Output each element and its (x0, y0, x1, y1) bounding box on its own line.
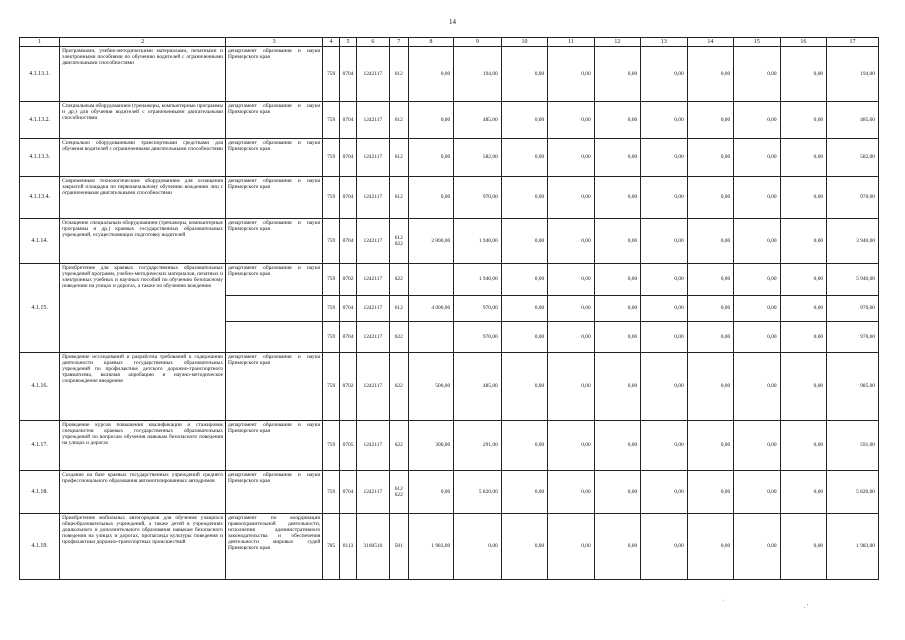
table-cell: 0,00 (687, 421, 733, 471)
table-cell: 0,00 (780, 47, 826, 102)
row-description: Специально оборудованными транспортными средствами для обучения водителей с ограниченными двигательными способностями (60, 139, 226, 177)
table-cell: 0705 (340, 421, 357, 471)
table-cell: 622 (389, 264, 408, 296)
table-cell: 0704 (340, 471, 357, 514)
table-cell: 759 (323, 471, 340, 514)
page-number: 14 (449, 18, 456, 26)
table-cell: 1 940,00 (454, 219, 502, 264)
table-cell: 0,00 (408, 47, 453, 102)
table-row (20, 421, 879, 471)
row-description: Приобретение для краевых государственных образовательных учреждений программ, учебно-методических материалов, печатных и электронных учебных и научных пособий по обучению безопасному поведению на улицах и дорогах, а также по обучению вождению (60, 264, 226, 353)
table-cell: 759 (323, 264, 340, 296)
table-cell: 0,00 (687, 471, 733, 514)
row-organization: департамент образования и науки Приморского края (226, 139, 323, 177)
row-code: 4.1.13.3. (20, 139, 60, 177)
table-cell: 612 (389, 47, 408, 102)
scan-mark: . ′ (804, 604, 809, 610)
table-cell: 970,00 (827, 296, 879, 322)
table-cell: 0,00 (641, 264, 687, 296)
table-cell: 501 (389, 514, 408, 580)
table-cell: 0,00 (641, 353, 687, 421)
empty-cell (226, 322, 323, 353)
table-cell: 0,00 (734, 47, 780, 102)
table-cell: 1242117 (357, 296, 390, 322)
table-cell: 0,00 (687, 47, 733, 102)
row-description: Создание на базе краевых государственных учреждений среднего профессионального образования автомотизированных автодромов (60, 471, 226, 514)
table-cell: 759 (323, 219, 340, 264)
table-cell: 1242117 (357, 264, 390, 296)
table-cell: 291,00 (454, 421, 502, 471)
table-cell: 0,00 (548, 322, 594, 353)
table-cell: 0,00 (780, 322, 826, 353)
table-cell: 0,00 (780, 264, 826, 296)
table-cell: 300,00 (408, 421, 453, 471)
table-cell: 0704 (340, 322, 357, 353)
table-cell: 0,00 (594, 296, 640, 322)
table-cell: 0,00 (780, 102, 826, 139)
table-cell: 0,00 (408, 139, 453, 177)
table-cell: 1242117 (357, 177, 390, 219)
table-cell: 0,00 (780, 471, 826, 514)
table-cell: 0,00 (594, 514, 640, 580)
header-row (20, 38, 879, 47)
table-cell: 612 622 (389, 219, 408, 264)
header-cell: 8 (408, 38, 453, 47)
table-cell: 0,00 (780, 514, 826, 580)
table-cell: 0,00 (408, 177, 453, 219)
row-code: 4.1.17. (20, 421, 60, 471)
header-cell: 1 (20, 38, 60, 47)
table-cell: 0,00 (641, 177, 687, 219)
table-cell (408, 322, 453, 353)
row-organization: департамент образования и науки Приморского края (226, 102, 323, 139)
table-cell: 0,00 (780, 177, 826, 219)
table-cell: 1 940,00 (454, 264, 502, 296)
table-cell (408, 264, 453, 296)
table-cell: 1242117 (357, 139, 390, 177)
table-cell: 0,00 (594, 471, 640, 514)
table-cell: 0,00 (734, 353, 780, 421)
table-cell: 582,00 (454, 139, 502, 177)
table-cell: 0,00 (594, 102, 640, 139)
table-row (20, 139, 879, 177)
table-cell: 759 (323, 139, 340, 177)
row-organization: департамент образования и науки Приморского края (226, 177, 323, 219)
budget-table (19, 37, 879, 580)
table-cell: 0704 (340, 296, 357, 322)
row-description: Современным технологическим оборудованием для оснащения закрытой площадки по первоначальному обучению вождению лиц с ограниченными двигательными способностями (60, 177, 226, 219)
table-row (20, 219, 879, 264)
table-cell: 0,00 (594, 353, 640, 421)
row-description: Оснащение специальным оборудованием (тренажеры, компьютерные программы и др.) краевых государственных образовательных учреждений, осуществляющих подготовку водителей (60, 219, 226, 264)
table-cell: 582,00 (827, 139, 879, 177)
table-cell: 0,00 (687, 139, 733, 177)
table-cell: 0,00 (594, 177, 640, 219)
row-code: 4.1.13.1. (20, 47, 60, 102)
table-cell: 0113 (340, 514, 357, 580)
table-cell: 485,00 (827, 102, 879, 139)
table-cell: 612 (389, 102, 408, 139)
row-code: 4.1.16. (20, 353, 60, 421)
table-cell: 0,00 (594, 264, 640, 296)
table-cell: 759 (323, 322, 340, 353)
table-cell: 0,00 (734, 514, 780, 580)
table-cell: 0,00 (734, 296, 780, 322)
table-cell: 0,00 (594, 139, 640, 177)
table-cell: 759 (323, 47, 340, 102)
header-cell: 10 (501, 38, 547, 47)
table-cell: 0,00 (687, 353, 733, 421)
table-cell: 622 (389, 322, 408, 353)
table-cell: 612 (389, 177, 408, 219)
table-row (20, 102, 879, 139)
table-cell: 1242117 (357, 471, 390, 514)
table-cell: 0,00 (501, 322, 547, 353)
row-organization: департамент образования и науки Приморского края (226, 353, 323, 421)
table-cell: 1 983,00 (408, 514, 453, 580)
table-cell: 612 (389, 296, 408, 322)
table-cell: 0704 (340, 219, 357, 264)
table-cell: 0,00 (501, 177, 547, 219)
table-cell: 0,00 (548, 514, 594, 580)
header-cell: 5 (340, 38, 357, 47)
table-cell: 0,00 (501, 139, 547, 177)
table-row (20, 353, 879, 421)
table-cell: 0,00 (641, 219, 687, 264)
table-cell: 0,00 (687, 264, 733, 296)
table-cell: 0,00 (501, 296, 547, 322)
table-cell: 0,00 (687, 177, 733, 219)
table-cell: 0,00 (780, 421, 826, 471)
table-cell: 0,00 (548, 47, 594, 102)
table-cell: 0,00 (734, 471, 780, 514)
table-cell: 0,00 (734, 139, 780, 177)
table-cell: 0,00 (501, 47, 547, 102)
table-cell: 0,00 (548, 102, 594, 139)
table-cell: 0,00 (501, 421, 547, 471)
row-code: 4.1.19. (20, 514, 60, 580)
table-cell: 0,00 (734, 322, 780, 353)
table-cell: 759 (323, 353, 340, 421)
header-cell: 12 (594, 38, 640, 47)
table-cell: 194,00 (454, 47, 502, 102)
table-cell: 0,00 (548, 296, 594, 322)
table-cell: 1242117 (357, 47, 390, 102)
table-cell: 0,00 (548, 353, 594, 421)
table-cell: 0,00 (408, 102, 453, 139)
table-cell: 4 000,00 (408, 296, 453, 322)
row-organization: департамент образования и науки Приморского края (226, 471, 323, 514)
header-cell: 11 (548, 38, 594, 47)
table-cell: 5 820,00 (827, 471, 879, 514)
row-code: 4.1.13.2. (20, 102, 60, 139)
table-cell: 0,00 (780, 296, 826, 322)
table-cell: 0,00 (641, 139, 687, 177)
table-cell: 985,00 (827, 353, 879, 421)
header-cell: 17 (827, 38, 879, 47)
row-code: 4.1.15. (20, 264, 60, 353)
table-cell: 759 (323, 177, 340, 219)
table-cell: 970,00 (454, 177, 502, 219)
table-cell: 3160510 (357, 514, 390, 580)
row-code: 4.1.13.4. (20, 177, 60, 219)
table-cell: 0,00 (641, 421, 687, 471)
row-organization: департамент образования и науки Приморского края (226, 264, 323, 296)
table-cell: 194,00 (827, 47, 879, 102)
row-organization: департамент образования и науки Приморского края (226, 47, 323, 102)
table-cell: 0,00 (501, 264, 547, 296)
row-organization: департамент образования и науки Приморского края (226, 219, 323, 264)
table-cell: 1242117 (357, 353, 390, 421)
table-cell: 612 622 (389, 471, 408, 514)
table-cell: 1242117 (357, 219, 390, 264)
table-cell: 1242117 (357, 102, 390, 139)
table-cell: 0,00 (641, 471, 687, 514)
row-description: Проведение исследований и разработка требований к содержанию деятельности краевых государственных образовательных учреждений по профилактике детского дорожно-транспортного травматизма, включая апробацию и научно-методическое сопровождение внедрения (60, 353, 226, 421)
scan-mark: · (722, 598, 724, 604)
table-row (20, 471, 879, 514)
table-row (20, 47, 879, 102)
table-cell: 0704 (340, 139, 357, 177)
table-cell: 5 940,00 (827, 264, 879, 296)
table-cell: 0,00 (548, 219, 594, 264)
table-cell: 0,00 (641, 322, 687, 353)
table-cell: 1242117 (357, 322, 390, 353)
table-cell: 0702 (340, 353, 357, 421)
table-cell: 0,00 (687, 219, 733, 264)
table-cell: 785 (323, 514, 340, 580)
table-row (20, 177, 879, 219)
row-description: Проведение курсов повышения квалификации и стажировок специалистов краевых государственных образовательных учреждений по вопросам обучения навыкам безопасного поведения на улицах и дорогах (60, 421, 226, 471)
header-cell: 7 (389, 38, 408, 47)
table-cell: 0704 (340, 102, 357, 139)
table-cell: 1 983,00 (827, 514, 879, 580)
table-cell: 0,00 (501, 471, 547, 514)
table-cell: 970,00 (454, 322, 502, 353)
table-cell: 622 (389, 353, 408, 421)
header-cell: 15 (734, 38, 780, 47)
table-cell: 622 (389, 421, 408, 471)
table-cell: 0,00 (501, 514, 547, 580)
table-cell: 0702 (340, 264, 357, 296)
table-cell: 0,00 (501, 219, 547, 264)
table-cell: 0,00 (548, 264, 594, 296)
table-cell: 0,00 (687, 296, 733, 322)
table-cell: 0,00 (734, 264, 780, 296)
table-cell: 0,00 (548, 471, 594, 514)
table-cell: 0,00 (641, 102, 687, 139)
header-cell: 9 (454, 38, 502, 47)
table-cell: 0,00 (641, 296, 687, 322)
table-cell: 0704 (340, 47, 357, 102)
header-cell: 6 (357, 38, 390, 47)
table-cell: 970,00 (827, 177, 879, 219)
table-cell: 0,00 (594, 47, 640, 102)
row-organization: департамент образования и науки Приморского края (226, 421, 323, 471)
table-cell: 759 (323, 421, 340, 471)
table-cell: 1242117 (357, 421, 390, 471)
table-cell: 485,00 (454, 102, 502, 139)
table-cell: 0,00 (641, 47, 687, 102)
table-cell: 3 940,00 (827, 219, 879, 264)
row-code: 4.1.14. (20, 219, 60, 264)
table-cell: 0,00 (780, 139, 826, 177)
row-organization: департамент по координации правоохранительной деятельности, исполнения административного законодательства и обеспечения деятельности мировых судей Приморского края (226, 514, 323, 580)
empty-cell (226, 296, 323, 322)
table-cell: 612 (389, 139, 408, 177)
table-cell: 485,00 (454, 353, 502, 421)
table-cell: 0,00 (408, 471, 453, 514)
table-cell: 0,00 (780, 353, 826, 421)
row-description: Специальным оборудованием (тренажеры, компьютерные программы и др.) для обучения водителей с ограниченными двигательными способностями (60, 102, 226, 139)
table-cell: 0,00 (454, 514, 502, 580)
row-description: Программами, учебно-методическими материалами, печатными и электронными пособиями по обучению водителей с ограниченными двигательными способностями (60, 47, 226, 102)
header-cell: 14 (687, 38, 733, 47)
table-cell: 2 000,00 (408, 219, 453, 264)
table-cell: 0,00 (687, 102, 733, 139)
table-cell: 0,00 (641, 514, 687, 580)
header-cell: 3 (226, 38, 323, 47)
header-cell: 4 (323, 38, 340, 47)
table-cell: 0,00 (734, 421, 780, 471)
table-cell: 970,00 (827, 322, 879, 353)
table-cell: 0,00 (548, 421, 594, 471)
table-cell: 591,00 (827, 421, 879, 471)
table-cell: 0,00 (501, 102, 547, 139)
table-cell: 0,00 (734, 177, 780, 219)
table-cell: 0704 (340, 177, 357, 219)
table-cell: 0,00 (734, 102, 780, 139)
table-cell: 0,00 (594, 421, 640, 471)
table-cell: 0,00 (548, 139, 594, 177)
header-cell: 16 (780, 38, 826, 47)
table-cell: 0,00 (687, 514, 733, 580)
table-cell: 970,00 (454, 296, 502, 322)
table-cell: 759 (323, 102, 340, 139)
table-cell: 5 820,00 (454, 471, 502, 514)
table-cell: 0,00 (594, 219, 640, 264)
table-cell: 0,00 (501, 353, 547, 421)
table-row (20, 514, 879, 580)
table-row (20, 264, 879, 296)
table-cell: 0,00 (687, 322, 733, 353)
header-cell: 13 (641, 38, 687, 47)
table-cell: 0,00 (780, 219, 826, 264)
row-description: Приобретение мобильных автогородков для обучения учащихся общеобразовательных учреждений, а также детей в учреждениях дошкольного и дополнительного образования навыкам безопасного поведения на улицах и дорогах, пропаганда культуры поведения и профилактики дорожно-транспортных происшествий (60, 514, 226, 580)
table-cell: 500,00 (408, 353, 453, 421)
header-cell: 2 (60, 38, 226, 47)
table-cell: 0,00 (734, 219, 780, 264)
row-code: 4.1.18. (20, 471, 60, 514)
table-cell: 0,00 (594, 322, 640, 353)
table-cell: 759 (323, 296, 340, 322)
table-cell: 0,00 (548, 177, 594, 219)
